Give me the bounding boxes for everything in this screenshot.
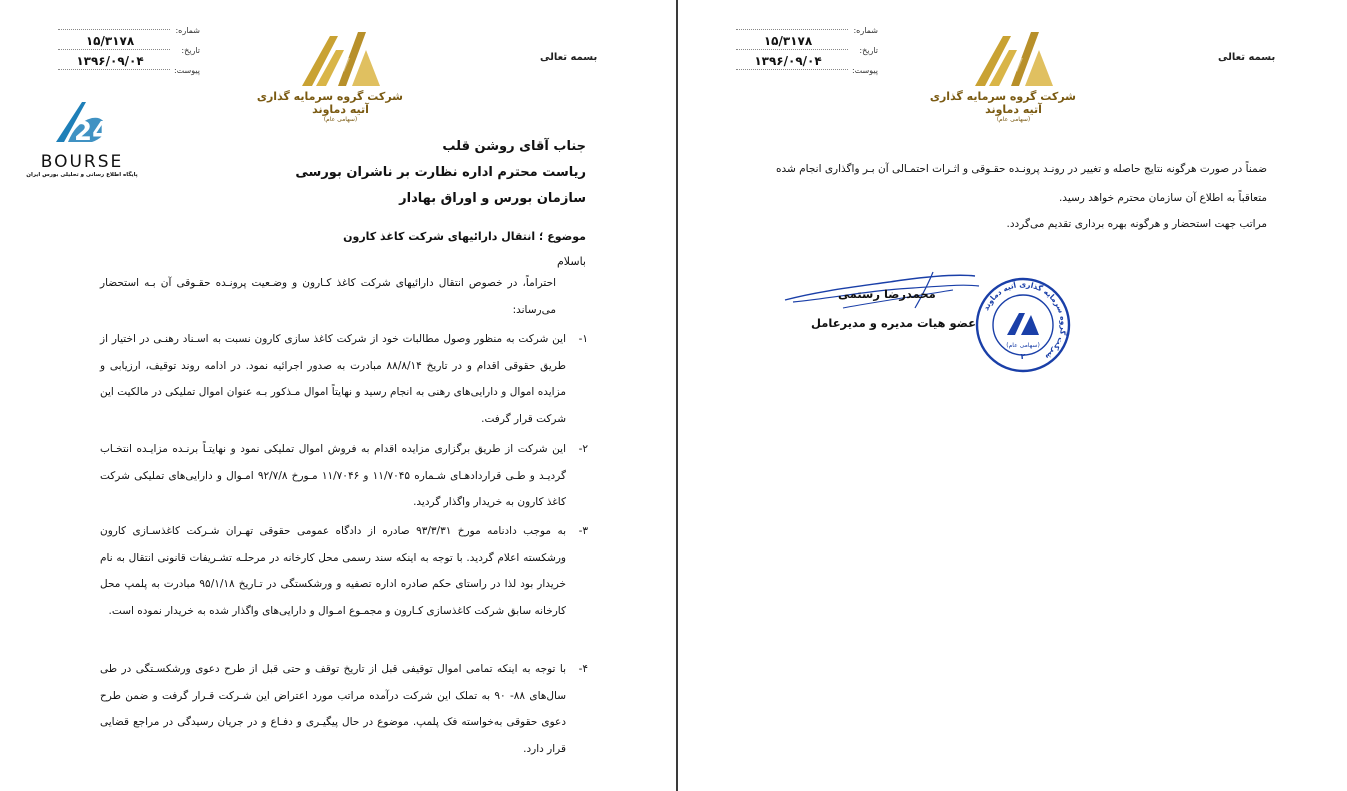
mountain-logo-icon: [300, 28, 382, 88]
list-item-4: [100, 656, 588, 762]
date-value: ۱۳۹۶/۰۹/۰۴: [754, 54, 822, 68]
item-number: ۲-: [578, 443, 588, 455]
svg-text:24: 24: [74, 117, 111, 147]
company-logo: [929, 28, 1076, 123]
company-type: (سهامی عام): [323, 116, 358, 123]
item-text: با توجه به اینکه تمامی اموال توقیفی قبل از تاریخ توقف و حتی قبل از طرح دعوی ورشکسـتگی در طی سال‌های ۸۸- ۹۰ به تملک این شرکت درآمده مراتب مورد اعتراض این شـرکت قـرار گرفت و ضمن طرح دعوی حقوقی به‌خواسته فک پلمپ. موضوع در حال پیگیـری و دفـاع و در جریان رسیدگی در مراجع قضایی قرار دارد.: [100, 663, 566, 755]
attachment-label: پیوست:: [173, 66, 200, 75]
basmala: بسمه تعالی: [540, 52, 598, 63]
addressee-block: [256, 134, 586, 212]
closing-paragraph: ضمناً در صورت هرگونه نتایج حاصله و تغییر در رونـد پرونـده حقـوقی و اثـرات احتمـالی آن بـر واگذاری انجام شده متعاقباً به اطلاع آن سازمان محترم خواهد رسید.: [776, 163, 1267, 204]
date-label: تاریخ:: [859, 46, 878, 55]
number-value: ۱۵/۳۱۷۸: [85, 34, 135, 48]
company-name-line1: شرکت گروه سرمایه گذاری: [929, 90, 1076, 103]
list-item-3: [100, 518, 588, 624]
addressee-line-1: جناب آقای روشن قلب: [442, 139, 586, 154]
stamp-subtext: (سهامی عام): [1006, 342, 1040, 349]
signer-name: محمدرضا رستمی: [838, 287, 936, 301]
mountain-logo-icon: [973, 28, 1055, 88]
attachment-row: [58, 66, 200, 86]
date-row: [736, 46, 878, 66]
bourse-logo-icon: [46, 98, 118, 154]
item-number: ۳-: [578, 525, 588, 537]
date-row: [58, 46, 200, 66]
list-item-1: [100, 326, 588, 432]
addressee-line-2: ریاست محترم اداره نظارت بر ناشران بورسی: [295, 165, 586, 180]
signer-title: عضو هیات مدیره و مدیرعامل: [811, 316, 976, 330]
date-label: تاریخ:: [181, 46, 200, 55]
bourse-brand: BOURSE: [40, 152, 124, 172]
company-logo: [256, 28, 403, 123]
date-value: ۱۳۹۶/۰۹/۰۴: [76, 54, 144, 68]
number-value: ۱۵/۳۱۷۸: [763, 34, 813, 48]
company-type: (سهامی عام): [996, 116, 1031, 123]
item-text: این شرکت از طریق برگزاری مزایده اقدام به فروش اموال تملیکی نمود و نهایتـاً برنـده مزایـده انتخـاب گردیـد و طـی قراردادهـای شـماره ۱۱/۷۰۴۵ و ۱۱/۷۰۴۶ مـورخ ۹۲/۷/۸ امـوال و دارایی‌های تملیکی شرکت کاغذ کارون به خریدار واگذار گردید.: [100, 443, 567, 508]
number-label: شماره:: [175, 26, 200, 35]
item-number: ۱-: [578, 333, 588, 345]
list-item-2: [100, 436, 588, 516]
bourse-watermark: [14, 98, 150, 178]
company-name-line2: آتیه دماوند: [312, 103, 369, 116]
company-name-line1: شرکت گروه سرمایه گذاری: [256, 90, 403, 103]
attachment-row: [736, 66, 878, 86]
letter-subject: موضوع ؛ انتقال دارائیهای شرکت کاغذ کارون: [343, 230, 586, 243]
item-text: این شرکت به منظور وصول مطالبات خود از شرکت کاغذ سازی کارون نسبت به اسـناد رهنـی در اختیار از طریق حقوقی اقدام و در تاریخ ۸۸/۸/۱۴ مبادرت به صدور اجرائیه نمود. در ادامه روند توقیف، ارزیابی و مزایده اموال و دارایی‌های رهنی به انجام رسید و نهایتاً اموال مـذکور بـه عنوان اموال تملیکی در مالکیت این شرکت قرار گرفت.: [100, 333, 566, 425]
addressee-line-3: سازمان بورس و اوراق بهادار: [399, 191, 586, 206]
attachment-label: پیوست:: [851, 66, 878, 75]
bourse-subtitle: پایگاه اطلاع رسانی و تحلیلی بورس ایران: [26, 172, 138, 178]
item-text: به موجب دادنامه مورخ ۹۳/۳/۳۱ صادره از دادگاه عمومی حقوقی تهـران شـرکت کاغذسـازی کارون ورشکسته اعلام گردید. با توجه به اینکه سند رسمی محل کارخانه در مرحلـه تشـریفات قانونی انتقال به نام خریدار بود لذا در راستای حکم صادره اداره تصفیه و ورشکستگی در تـاریخ ۹۵/۱/۱۸ مبادرت به پلمپ محل کارخانه سابق شرکت کاغذسازی کـارون و مجمـوع امـوال و دارایی‌های واگذار شده به خریدار نموده است.: [100, 525, 566, 617]
number-row: [58, 26, 200, 46]
number-row: [736, 26, 878, 46]
company-name-line2: آتیه دماوند: [985, 103, 1042, 116]
letter-page-2: [678, 0, 1347, 791]
basmala: بسمه تعالی: [1218, 52, 1276, 63]
letter-intro: احتراماً، در خصوص انتقال دارائیهای شرکت کاغذ کـارون و وضـعیت پرونـده حقـوقی آن بـه استحضار می‌رساند:: [100, 277, 556, 316]
letter-meta: [58, 26, 200, 86]
number-label: شماره:: [853, 26, 878, 35]
company-stamp: [973, 275, 1073, 375]
closing-line: مراتب جهت استحضار و هرگونه بهره برداری تقدیم می‌گردد.: [1006, 218, 1267, 230]
stamp-number: ۲: [1020, 352, 1026, 361]
letter-meta: [736, 26, 878, 86]
letter-greeting: باسلام: [556, 255, 586, 268]
stamp-text: شرکت گروه سرمایه گذاری آتیه دماوند: [981, 279, 1069, 362]
item-number: ۴-: [578, 663, 588, 675]
